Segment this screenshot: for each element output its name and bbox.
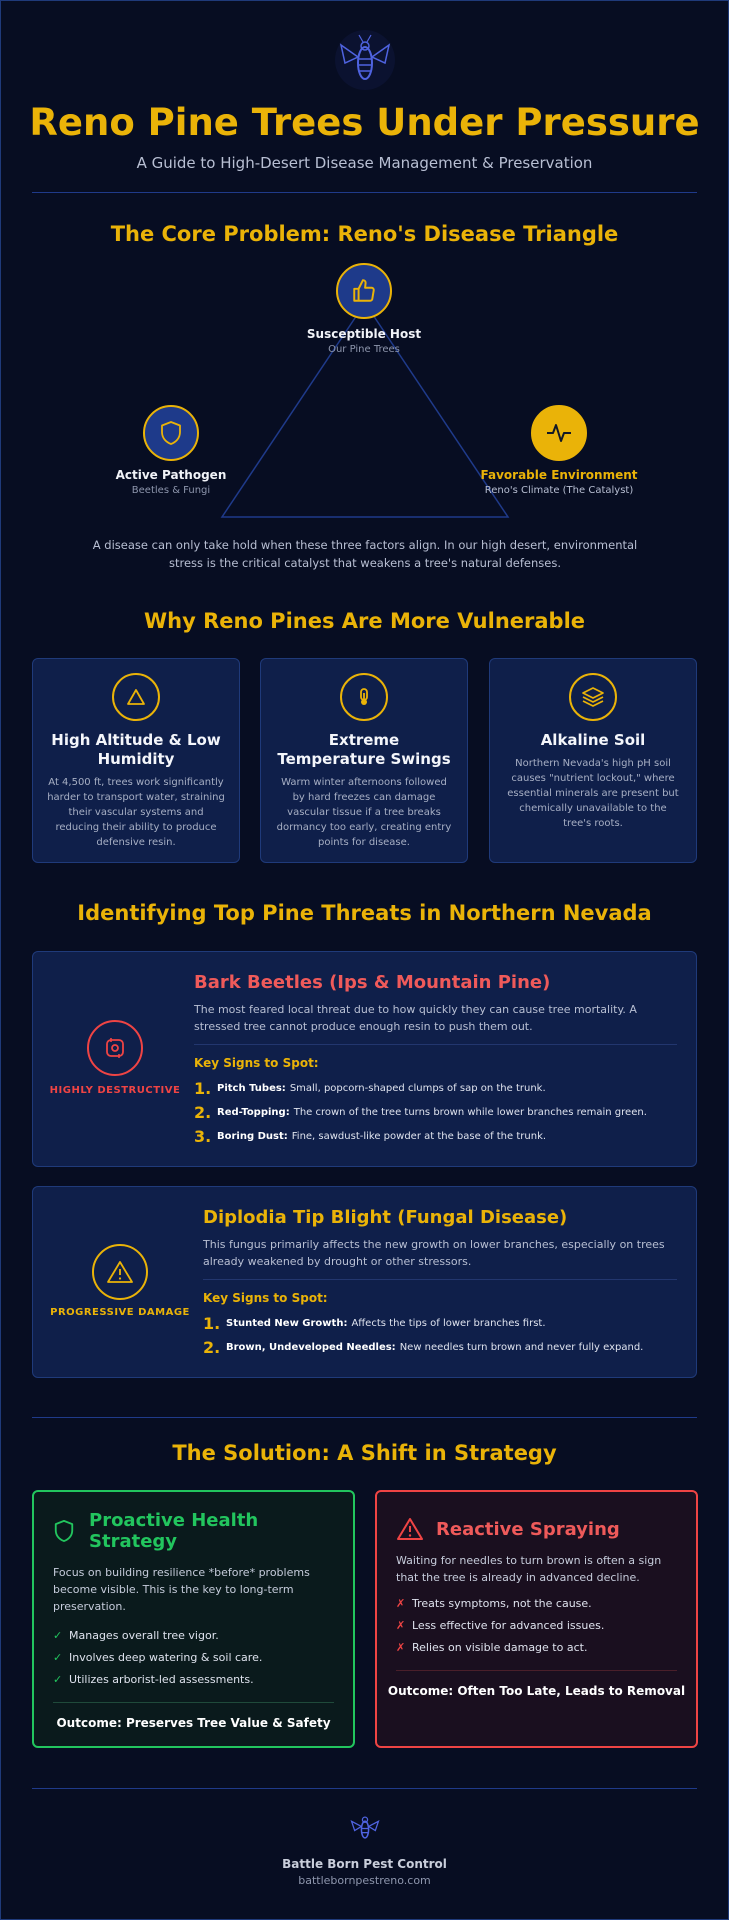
check-icon: ✓	[53, 1651, 63, 1664]
threat-card-bark-beetles	[32, 951, 697, 1167]
hornet-logo-icon	[333, 29, 397, 91]
vulnerability-card-soil	[489, 658, 697, 863]
reactive-strategy-card	[375, 1490, 698, 1748]
pathogen-icon-circle	[143, 405, 199, 461]
host-sub: Our Pine Trees	[328, 344, 400, 355]
card-text: Warm winter afternoons followed by hard freezes can damage vascular tissue if a tree breaks dormancy too early, creating entry points for disease.	[276, 777, 452, 848]
check-icon: ✓	[53, 1673, 63, 1686]
proactive-strategy-card	[32, 1490, 355, 1748]
strategy-title: Proactive Health Strategy	[89, 1510, 259, 1552]
threat-tag: PROGRESSIVE DAMAGE	[50, 1307, 190, 1318]
card-title: High Altitude & Low Humidity	[51, 731, 221, 768]
strategy-item: ✗ Treats symptoms, not the cause.	[396, 1597, 592, 1610]
cross-icon: ✗	[396, 1597, 406, 1610]
card-text: At 4,500 ft, trees work significantly harder to transport water, straining their vascular systems and reducing their ability to produce defensive resin.	[47, 777, 225, 848]
section-heading-threats: Identifying Top Pine Threats in Northern Nevada	[77, 901, 652, 925]
host-label: Susceptible Host	[306, 327, 422, 341]
divider	[32, 1788, 697, 1789]
divider	[53, 1702, 334, 1703]
pathogen-label: Active Pathogen	[115, 468, 227, 482]
strategy-description: Waiting for needles to turn brown is often a sign that the tree is already in advanced decline.	[396, 1554, 662, 1584]
threat-tag: HIGHLY DESTRUCTIVE	[49, 1085, 181, 1096]
card-icon-circle	[569, 673, 617, 721]
sign-item: 3. Boring Dust: Fine, sawdust-like powder at the base of the trunk.	[194, 1127, 547, 1146]
divider	[396, 1670, 677, 1671]
sign-item: 2. Red-Topping: The crown of the tree turns brown while lower branches remain green.	[194, 1103, 647, 1122]
strategy-description: Focus on building resilience *before* problems become visible. This is the key to long-term preservation.	[53, 1566, 310, 1613]
environment-icon-circle	[531, 405, 587, 461]
vulnerability-card-temperature	[260, 658, 468, 863]
host-icon-circle	[336, 263, 392, 319]
section-heading-triangle: The Core Problem: Reno's Disease Triangle	[110, 222, 619, 246]
threat-icon-circle	[87, 1020, 143, 1076]
triangle-description: A disease can only take hold when these three factors align. In our high desert, environmental stress is the critical catalyst that weakens a tree's natural defenses.	[92, 538, 638, 570]
footer-website-link[interactable]: battlebornpestreno.com	[298, 1874, 431, 1887]
strategy-item: ✗ Relies on visible damage to act.	[396, 1641, 588, 1654]
shield-icon	[53, 1519, 75, 1543]
card-title: Extreme Temperature Swings	[277, 731, 451, 768]
warning-icon	[396, 1516, 424, 1542]
page-subtitle: A Guide to High-Desert Disease Management & Preservation	[136, 154, 593, 172]
target-icon	[102, 1035, 128, 1061]
signs-label: Key Signs to Spot:	[203, 1291, 328, 1305]
divider	[203, 1279, 677, 1280]
threat-icon-circle	[92, 1244, 148, 1300]
threat-title: Bark Beetles (Ips & Mountain Pine)	[194, 972, 551, 993]
pathogen-sub: Beetles & Fungi	[131, 485, 211, 496]
environment-label: Favorable Environment	[480, 468, 638, 482]
sign-item: 1. Pitch Tubes: Small, popcorn-shaped clumps of sap on the trunk.	[194, 1079, 546, 1098]
card-icon-circle	[112, 673, 160, 721]
triangle-icon	[126, 688, 146, 706]
environment-sub: Reno's Climate (The Catalyst)	[484, 485, 634, 496]
pulse-icon	[545, 421, 573, 445]
threat-title: Diplodia Tip Blight (Fungal Disease)	[203, 1207, 568, 1228]
divider	[32, 192, 697, 193]
cross-icon: ✗	[396, 1619, 406, 1632]
footer-company-name: Battle Born Pest Control	[282, 1857, 447, 1871]
check-icon: ✓	[53, 1629, 63, 1642]
vulnerability-card-altitude	[32, 658, 240, 863]
thumbs-up-icon	[351, 278, 377, 304]
hornet-logo-icon	[348, 1812, 382, 1844]
strategy-item: ✓ Involves deep watering & soil care.	[53, 1651, 263, 1664]
card-text: Northern Nevada's high pH soil causes "nutrient lockout," where essential minerals are present but chemically unavailable to the tree's roots.	[507, 758, 679, 829]
strategy-outcome: Outcome: Preserves Tree Value & Safety	[56, 1716, 331, 1730]
warning-icon	[106, 1259, 134, 1285]
threat-description: The most feared local threat due to how quickly they can cause tree mortality. A stressed tree cannot produce enough resin to push them out.	[194, 1003, 637, 1033]
section-heading-vulnerable: Why Reno Pines Are More Vulnerable	[143, 609, 586, 633]
strategy-title: Reactive Spraying	[436, 1519, 620, 1540]
layers-icon	[581, 686, 605, 708]
section-heading-solution: The Solution: A Shift in Strategy	[172, 1441, 557, 1465]
divider	[32, 1417, 697, 1418]
sign-item: 2. Brown, Undeveloped Needles: New needles turn brown and never fully expand.	[203, 1338, 644, 1357]
strategy-item: ✓ Utilizes arborist-led assessments.	[53, 1673, 254, 1686]
threat-description: This fungus primarily affects the new growth on lower branches, especially on trees already weakened by drought or other stressors.	[203, 1238, 665, 1268]
strategy-outcome: Outcome: Often Too Late, Leads to Removal	[387, 1684, 686, 1698]
strategy-item: ✓ Manages overall tree vigor.	[53, 1629, 219, 1642]
shield-icon	[159, 420, 183, 446]
cross-icon: ✗	[396, 1641, 406, 1654]
threat-card-diplodia	[32, 1186, 697, 1378]
signs-label: Key Signs to Spot:	[194, 1056, 319, 1070]
thermometer-icon	[357, 687, 371, 707]
card-title: Alkaline Soil	[540, 731, 646, 749]
sign-item: 1. Stunted New Growth: Affects the tips of lower branches first.	[203, 1314, 546, 1333]
card-icon-circle	[340, 673, 388, 721]
divider	[194, 1044, 677, 1045]
strategy-item: ✗ Less effective for advanced issues.	[396, 1619, 605, 1632]
page-title: Reno Pine Trees Under Pressure	[29, 101, 700, 144]
